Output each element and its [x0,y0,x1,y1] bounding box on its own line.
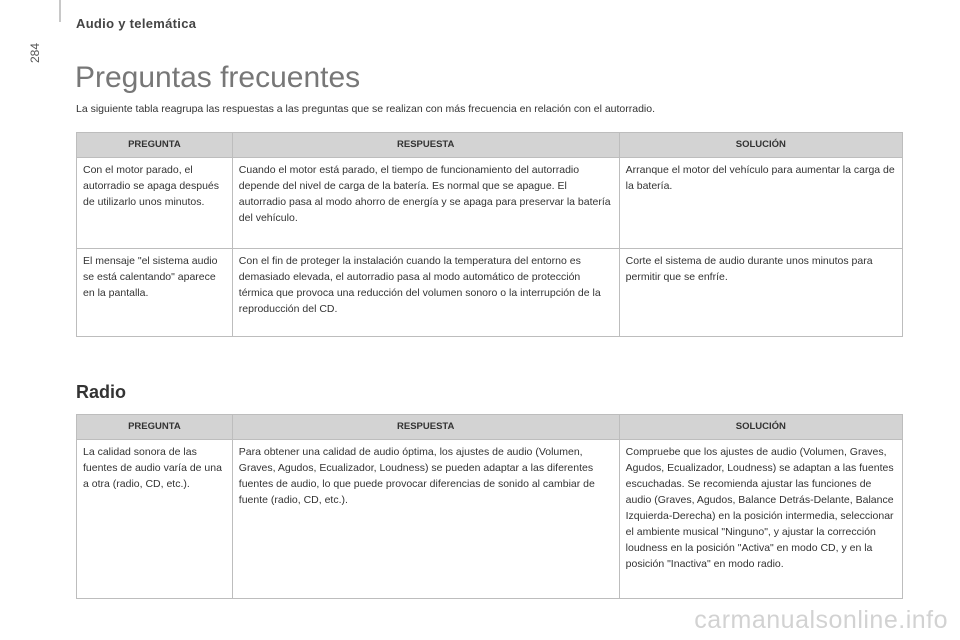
page-number: 284 [28,42,42,63]
table-header-row [77,133,903,158]
intro-text: La siguiente tabla reagrupa las respuestas a las preguntas que se realizan con más frecuencia en relación con el autorradio. [76,103,656,115]
table-row [77,440,903,599]
answer-cell: Para obtener una calidad de audio óptima, los ajustes de audio (Volumen, Graves, Agudos, Ecualizador, Loudness) se pueden adaptar a las diferentes fuentes de audio, lo que puede provocar diferencias de sonido al cambiar de fuente (radio, CD, etc.). [232,440,619,599]
answer-cell: Con el fin de proteger la instalación cuando la temperatura del entorno es demasiado elevada, el autorradio pasa al modo automático de protección térmica que provoca una reducción del volumen sonoro o la interrupción de la reproducción del CD. [232,249,619,337]
question-cell: El mensaje "el sistema audio se está calentando" aparece en la pantalla. [77,249,233,337]
column-header-answer: RESPUESTA [232,415,619,440]
table-header-row [77,415,903,440]
table-row [77,158,903,249]
faq-table [76,132,903,337]
header-divider [59,0,61,22]
radio-table [76,414,903,599]
column-header-answer: RESPUESTA [232,133,619,158]
table-row [77,249,903,337]
column-header-question: PREGUNTA [77,415,233,440]
section-header: Audio y telemática [76,16,197,31]
column-header-solution: SOLUCIÓN [619,415,902,440]
solution-cell: Corte el sistema de audio durante unos minutos para permitir que se enfríe. [619,249,902,337]
column-header-question: PREGUNTA [77,133,233,158]
solution-cell: Compruebe que los ajustes de audio (Volumen, Graves, Agudos, Ecualizador, Loudness) se adaptan a las fuentes escuchadas. Se recomienda ajustar las funciones de audio (Graves, Agudos, Balance Detrás-Delante, Balance Izquierda-Derecha) en la posición intermedia, seleccionar el ambiente musical "Ninguno", y ajustar la corrección loudness en la posición "Activa" en modo CD, y en la posición "Inactiva" en modo radio. [619,440,902,599]
answer-cell: Cuando el motor está parado, el tiempo de funcionamiento del autorradio depende del nivel de carga de la batería. Es normal que se apague. El autorradio pasa al modo ahorro de energía y se apaga para preservar la batería del vehículo. [232,158,619,249]
column-header-solution: SOLUCIÓN [619,133,902,158]
question-cell: Con el motor parado, el autorradio se apaga después de utilizarlo unos minutos. [77,158,233,249]
watermark: carmanualsonline.info [694,606,948,634]
solution-cell: Arranque el motor del vehículo para aumentar la carga de la batería. [619,158,902,249]
page-title: Preguntas frecuentes [75,61,361,94]
radio-heading: Radio [76,382,127,402]
question-cell: La calidad sonora de las fuentes de audio varía de una a otra (radio, CD, etc.). [77,440,233,599]
